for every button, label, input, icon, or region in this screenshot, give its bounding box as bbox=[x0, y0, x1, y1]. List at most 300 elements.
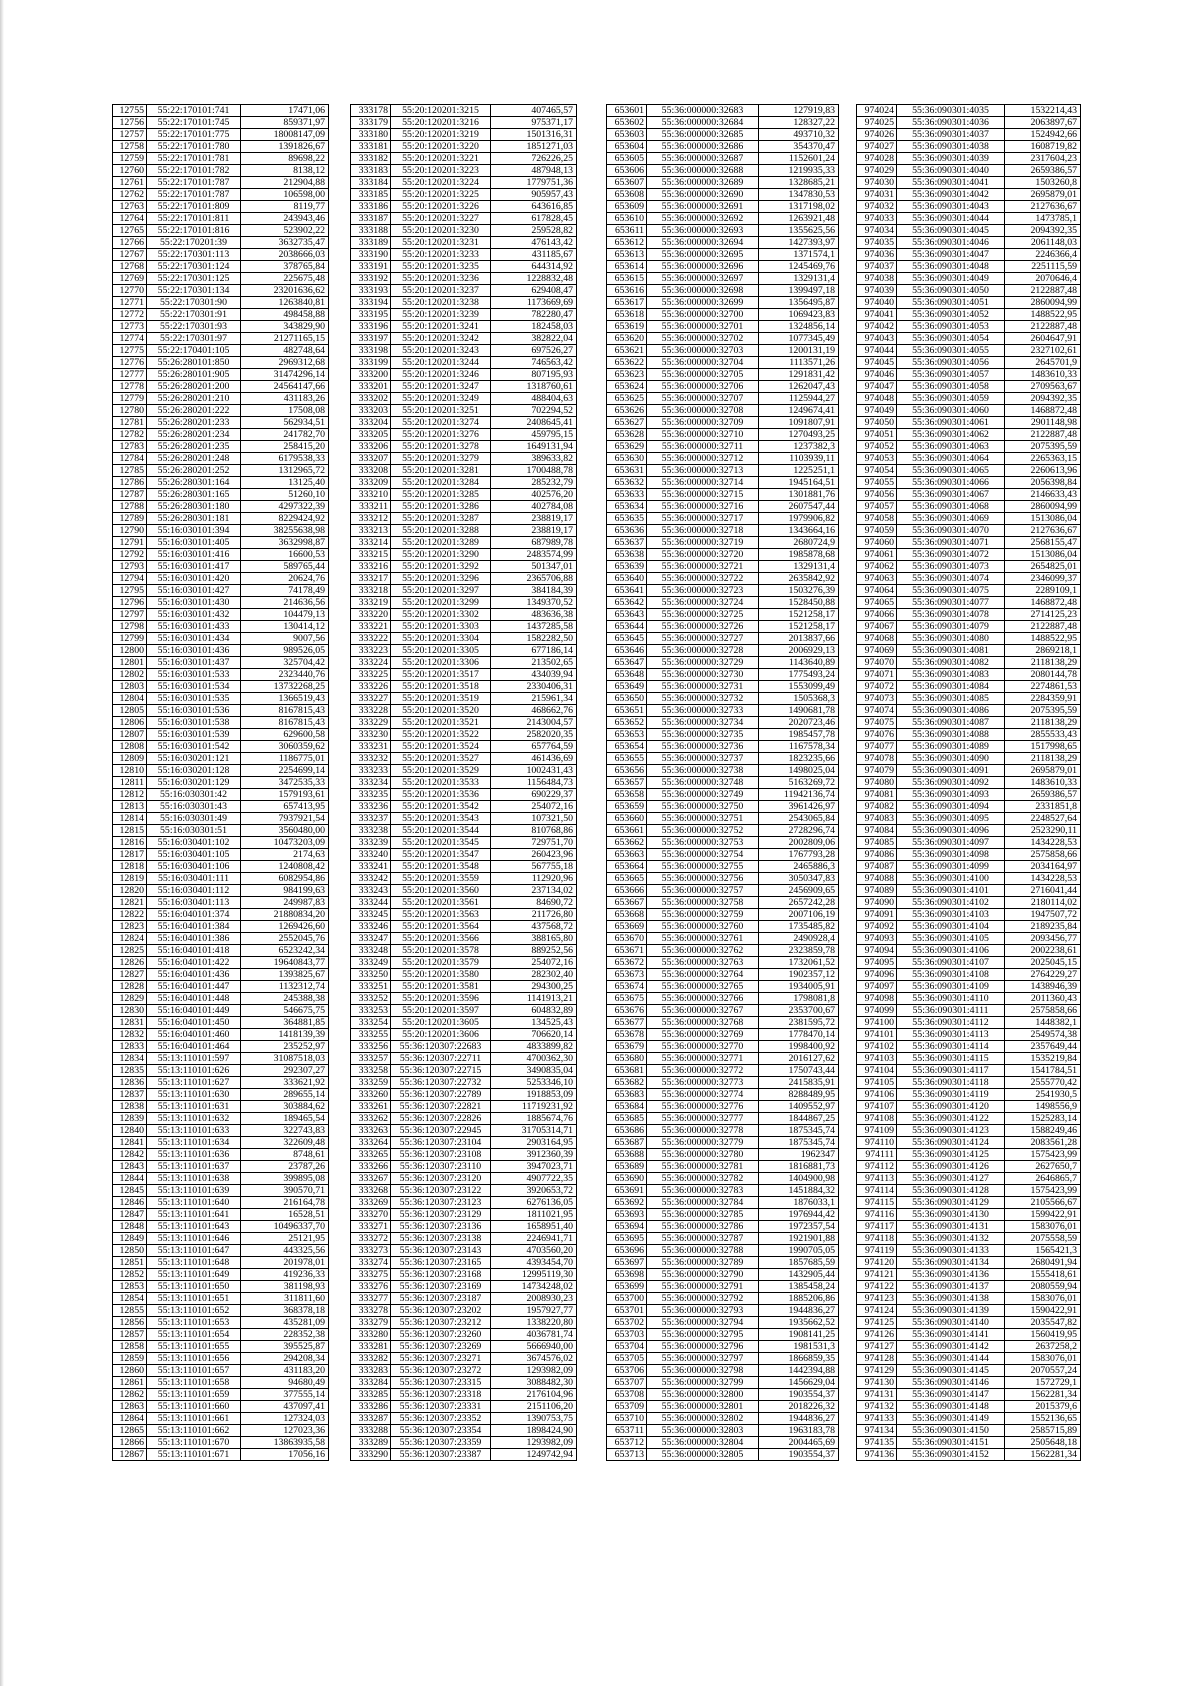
table-row bbox=[607, 333, 839, 345]
cadastral-number: 55:36:000000:32781 bbox=[647, 1161, 759, 1173]
cadastral-number: 55:36:000000:32736 bbox=[647, 741, 759, 753]
cadastral-value: 1562281,34 bbox=[1005, 1389, 1081, 1401]
table-row bbox=[857, 1173, 1081, 1185]
row-number: 12807 bbox=[113, 729, 147, 741]
cadastral-number: 55:20:120201:3305 bbox=[391, 645, 491, 657]
cadastral-number: 55:13:110101:650 bbox=[147, 1281, 241, 1293]
row-number: 974101 bbox=[857, 1029, 897, 1041]
table-row bbox=[351, 1269, 577, 1281]
row-number: 653703 bbox=[607, 1329, 647, 1341]
table-row bbox=[857, 1437, 1081, 1449]
cadastral-value: 2016127,62 bbox=[759, 1053, 839, 1065]
row-number: 974069 bbox=[857, 645, 897, 657]
row-number: 12837 bbox=[113, 1089, 147, 1101]
cadastral-value: 1317198,02 bbox=[759, 201, 839, 213]
cadastral-number: 55:36:000000:32724 bbox=[647, 597, 759, 609]
cadastral-value: 2490928,4 bbox=[759, 933, 839, 945]
row-number: 653629 bbox=[607, 441, 647, 453]
table-row bbox=[113, 273, 329, 285]
table-row bbox=[857, 645, 1081, 657]
cadastral-value: 407465,57 bbox=[491, 105, 577, 117]
row-number: 653679 bbox=[607, 1041, 647, 1053]
cadastral-number: 55:20:120201:3581 bbox=[391, 981, 491, 993]
table-row bbox=[607, 369, 839, 381]
cadastral-value: 1599422,91 bbox=[1005, 1209, 1081, 1221]
row-number: 653672 bbox=[607, 957, 647, 969]
table-row bbox=[351, 729, 577, 741]
table-row bbox=[113, 1449, 329, 1461]
cadastral-number: 55:26:280101:850 bbox=[147, 357, 241, 369]
table-row bbox=[351, 249, 577, 261]
cadastral-value: 3632735,47 bbox=[241, 237, 329, 249]
row-number: 974043 bbox=[857, 333, 897, 345]
row-number: 653633 bbox=[607, 489, 647, 501]
table-row bbox=[351, 1041, 577, 1053]
table-row bbox=[857, 825, 1081, 837]
table-row bbox=[857, 561, 1081, 573]
row-number: 12864 bbox=[113, 1413, 147, 1425]
table-row bbox=[607, 345, 839, 357]
cadastral-value: 1483610,33 bbox=[1005, 777, 1081, 789]
cadastral-value: 1767793,28 bbox=[759, 849, 839, 861]
cadastral-number: 55:36:090301:4145 bbox=[897, 1365, 1005, 1377]
cadastral-number: 55:36:090301:4112 bbox=[897, 1017, 1005, 1029]
row-number: 333194 bbox=[351, 297, 391, 309]
cadastral-number: 55:36:090301:4128 bbox=[897, 1185, 1005, 1197]
cadastral-value: 31705314,71 bbox=[491, 1125, 577, 1137]
cadastral-value: 354370,47 bbox=[759, 141, 839, 153]
row-number: 653631 bbox=[607, 465, 647, 477]
cadastral-number: 55:36:120307:23387 bbox=[391, 1449, 491, 1461]
cadastral-number: 55:16:030401:112 bbox=[147, 885, 241, 897]
cadastral-value: 1945164,51 bbox=[759, 477, 839, 489]
cadastral-number: 55:20:120201:3227 bbox=[391, 213, 491, 225]
table-row bbox=[351, 909, 577, 921]
row-number: 333272 bbox=[351, 1233, 391, 1245]
cadastral-value: 1981531,3 bbox=[759, 1341, 839, 1353]
cadastral-value: 1513086,04 bbox=[1005, 513, 1081, 525]
cadastral-value: 1903554,37 bbox=[759, 1449, 839, 1461]
table-row bbox=[113, 1185, 329, 1197]
table-row bbox=[857, 1017, 1081, 1029]
cadastral-value: 3088482,30 bbox=[491, 1377, 577, 1389]
cadastral-value: 2063897,67 bbox=[1005, 117, 1081, 129]
cadastral-number: 55:36:090301:4105 bbox=[897, 933, 1005, 945]
table-row bbox=[607, 1197, 839, 1209]
row-number: 333216 bbox=[351, 561, 391, 573]
cadastral-value: 1293982,09 bbox=[491, 1437, 577, 1449]
row-number: 12824 bbox=[113, 933, 147, 945]
cadastral-number: 55:13:110101:631 bbox=[147, 1101, 241, 1113]
cadastral-value: 1390753,75 bbox=[491, 1413, 577, 1425]
row-number: 653627 bbox=[607, 417, 647, 429]
row-number: 974121 bbox=[857, 1269, 897, 1281]
row-number: 12838 bbox=[113, 1101, 147, 1113]
cadastral-number: 55:36:090301:4067 bbox=[897, 489, 1005, 501]
cadastral-number: 55:36:000000:32795 bbox=[647, 1329, 759, 1341]
row-number: 333184 bbox=[351, 177, 391, 189]
row-number: 653647 bbox=[607, 657, 647, 669]
table-row bbox=[857, 1221, 1081, 1233]
cadastral-number: 55:13:110101:637 bbox=[147, 1161, 241, 1173]
cadastral-value: 1935662,52 bbox=[759, 1317, 839, 1329]
table-row bbox=[607, 153, 839, 165]
table-row bbox=[857, 813, 1081, 825]
cadastral-number: 55:36:000000:32774 bbox=[647, 1089, 759, 1101]
cadastral-number: 55:36:090301:4085 bbox=[897, 693, 1005, 705]
cadastral-value: 303884,62 bbox=[241, 1101, 329, 1113]
row-number: 653652 bbox=[607, 717, 647, 729]
cadastral-value: 2006929,13 bbox=[759, 645, 839, 657]
cadastral-number: 55:22:170101:775 bbox=[147, 129, 241, 141]
cadastral-number: 55:36:090301:4087 bbox=[897, 717, 1005, 729]
table-row bbox=[857, 189, 1081, 201]
row-number: 974036 bbox=[857, 249, 897, 261]
cadastral-number: 55:36:090301:4089 bbox=[897, 741, 1005, 753]
table-row bbox=[351, 201, 577, 213]
cadastral-value: 482748,64 bbox=[241, 345, 329, 357]
cadastral-number: 55:36:090301:4049 bbox=[897, 273, 1005, 285]
cadastral-number: 55:36:120307:23271 bbox=[391, 1353, 491, 1365]
cadastral-number: 55:36:120307:23315 bbox=[391, 1377, 491, 1389]
cadastral-number: 55:36:120307:23165 bbox=[391, 1257, 491, 1269]
cadastral-value: 390570,71 bbox=[241, 1185, 329, 1197]
cadastral-number: 55:36:000000:32762 bbox=[647, 945, 759, 957]
row-number: 653710 bbox=[607, 1413, 647, 1425]
cadastral-value: 562934,51 bbox=[241, 417, 329, 429]
cadastral-number: 55:36:000000:32737 bbox=[647, 753, 759, 765]
row-number: 974051 bbox=[857, 429, 897, 441]
cadastral-value: 3674576,02 bbox=[491, 1353, 577, 1365]
row-number: 653645 bbox=[607, 633, 647, 645]
cadastral-number: 55:16:030101:535 bbox=[147, 693, 241, 705]
cadastral-value: 23787,26 bbox=[241, 1161, 329, 1173]
table-row bbox=[351, 1377, 577, 1389]
row-number: 974083 bbox=[857, 813, 897, 825]
cadastral-value: 2018226,32 bbox=[759, 1401, 839, 1413]
cadastral-value: 381198,93 bbox=[241, 1281, 329, 1293]
document-page bbox=[112, 104, 1192, 1484]
cadastral-number: 55:36:090301:4093 bbox=[897, 789, 1005, 801]
cadastral-value: 498458,88 bbox=[241, 309, 329, 321]
cadastral-value: 1409552,97 bbox=[759, 1101, 839, 1113]
row-number: 653630 bbox=[607, 453, 647, 465]
table-row bbox=[607, 945, 839, 957]
row-number: 12846 bbox=[113, 1197, 147, 1209]
table-row bbox=[113, 513, 329, 525]
table-row bbox=[857, 1413, 1081, 1425]
cadastral-number: 55:20:120201:3543 bbox=[391, 813, 491, 825]
cadastral-value: 1575423,99 bbox=[1005, 1149, 1081, 1161]
row-number: 333209 bbox=[351, 477, 391, 489]
cadastral-number: 55:36:120307:23110 bbox=[391, 1161, 491, 1173]
row-number: 653650 bbox=[607, 693, 647, 705]
row-number: 974070 bbox=[857, 657, 897, 669]
row-number: 653660 bbox=[607, 813, 647, 825]
row-number: 333253 bbox=[351, 1005, 391, 1017]
row-number: 12771 bbox=[113, 297, 147, 309]
cadastral-number: 55:36:090301:4139 bbox=[897, 1305, 1005, 1317]
cadastral-number: 55:36:090301:4122 bbox=[897, 1113, 1005, 1125]
cadastral-number: 55:16:030401:105 bbox=[147, 849, 241, 861]
table-row bbox=[113, 1065, 329, 1077]
cadastral-value: 476143,42 bbox=[491, 237, 577, 249]
cadastral-number: 55:36:000000:32761 bbox=[647, 933, 759, 945]
cadastral-value: 260423,96 bbox=[491, 849, 577, 861]
table-row bbox=[607, 393, 839, 405]
table-row bbox=[857, 981, 1081, 993]
cadastral-value: 697526,27 bbox=[491, 345, 577, 357]
cadastral-number: 55:36:120307:23168 bbox=[391, 1269, 491, 1281]
row-number: 333214 bbox=[351, 537, 391, 549]
table-row bbox=[607, 693, 839, 705]
cadastral-number: 55:36:090301:4104 bbox=[897, 921, 1005, 933]
cadastral-value: 2330406,31 bbox=[491, 681, 577, 693]
cadastral-value: 810768,86 bbox=[491, 825, 577, 837]
cadastral-value: 1990705,05 bbox=[759, 1245, 839, 1257]
row-number: 12833 bbox=[113, 1041, 147, 1053]
table-row bbox=[113, 1209, 329, 1221]
row-number: 12835 bbox=[113, 1065, 147, 1077]
cadastral-number: 55:36:000000:32792 bbox=[647, 1293, 759, 1305]
cadastral-value: 2070557,24 bbox=[1005, 1365, 1081, 1377]
cadastral-number: 55:36:000000:32733 bbox=[647, 705, 759, 717]
row-number: 333264 bbox=[351, 1137, 391, 1149]
row-number: 12811 bbox=[113, 777, 147, 789]
table-row bbox=[351, 681, 577, 693]
cadastral-number: 55:16:030401:102 bbox=[147, 837, 241, 849]
table-row bbox=[113, 873, 329, 885]
row-number: 653697 bbox=[607, 1257, 647, 1269]
cadastral-value: 1448382,1 bbox=[1005, 1017, 1081, 1029]
row-number: 974102 bbox=[857, 1041, 897, 1053]
table-row bbox=[857, 177, 1081, 189]
table-row bbox=[607, 1377, 839, 1389]
cadastral-value: 24564147,66 bbox=[241, 381, 329, 393]
row-number: 333270 bbox=[351, 1209, 391, 1221]
row-number: 653605 bbox=[607, 153, 647, 165]
table-row bbox=[607, 1353, 839, 1365]
cadastral-value: 1219935,33 bbox=[759, 165, 839, 177]
table-row bbox=[857, 1053, 1081, 1065]
cadastral-value: 1572729,1 bbox=[1005, 1377, 1081, 1389]
cadastral-value: 10473203,09 bbox=[241, 837, 329, 849]
cadastral-number: 55:36:090301:4096 bbox=[897, 825, 1005, 837]
row-number: 333223 bbox=[351, 645, 391, 657]
table-row bbox=[351, 261, 577, 273]
table-row bbox=[351, 873, 577, 885]
cadastral-value: 2246366,4 bbox=[1005, 249, 1081, 261]
cadastral-number: 55:20:120201:3519 bbox=[391, 693, 491, 705]
cadastral-value: 1560419,95 bbox=[1005, 1329, 1081, 1341]
table-row bbox=[857, 1209, 1081, 1221]
cadastral-value: 1143640,89 bbox=[759, 657, 839, 669]
cadastral-number: 55:36:090301:4079 bbox=[897, 621, 1005, 633]
table-row bbox=[857, 465, 1081, 477]
cadastral-value: 2654825,01 bbox=[1005, 561, 1081, 573]
cadastral-value: 38255638,98 bbox=[241, 525, 329, 537]
table-row bbox=[607, 1305, 839, 1317]
table-row bbox=[351, 801, 577, 813]
row-number: 12785 bbox=[113, 465, 147, 477]
cadastral-number: 55:16:030101:534 bbox=[147, 681, 241, 693]
row-number: 333197 bbox=[351, 333, 391, 345]
register-table-3-body bbox=[607, 105, 839, 1461]
row-number: 12866 bbox=[113, 1437, 147, 1449]
cadastral-value: 112920,96 bbox=[491, 873, 577, 885]
row-number: 974072 bbox=[857, 681, 897, 693]
row-number: 12805 bbox=[113, 705, 147, 717]
table-row bbox=[857, 1149, 1081, 1161]
cadastral-number: 55:20:120201:3289 bbox=[391, 537, 491, 549]
table-row bbox=[351, 633, 577, 645]
row-number: 12863 bbox=[113, 1401, 147, 1413]
row-number: 12836 bbox=[113, 1077, 147, 1089]
cadastral-value: 2075395,59 bbox=[1005, 705, 1081, 717]
table-row bbox=[113, 405, 329, 417]
cadastral-value: 2505648,18 bbox=[1005, 1437, 1081, 1449]
row-number: 12832 bbox=[113, 1029, 147, 1041]
cadastral-number: 55:20:120201:3279 bbox=[391, 453, 491, 465]
table-row bbox=[857, 417, 1081, 429]
table-row bbox=[607, 1329, 839, 1341]
cadastral-number: 55:36:120307:23108 bbox=[391, 1149, 491, 1161]
table-row bbox=[351, 1209, 577, 1221]
cadastral-value: 1152601,24 bbox=[759, 153, 839, 165]
table-row bbox=[351, 357, 577, 369]
table-row bbox=[351, 369, 577, 381]
cadastral-value: 643616,85 bbox=[491, 201, 577, 213]
register-table-4 bbox=[856, 104, 1081, 1461]
cadastral-number: 55:36:090301:4138 bbox=[897, 1293, 1005, 1305]
row-number: 12820 bbox=[113, 885, 147, 897]
cadastral-number: 55:13:110101:653 bbox=[147, 1317, 241, 1329]
row-number: 12813 bbox=[113, 801, 147, 813]
cadastral-value: 1579193,61 bbox=[241, 789, 329, 801]
row-number: 974031 bbox=[857, 189, 897, 201]
cadastral-number: 55:16:040101:374 bbox=[147, 909, 241, 921]
cadastral-value: 1240808,42 bbox=[241, 861, 329, 873]
cadastral-number: 55:22:170101:780 bbox=[147, 141, 241, 153]
cadastral-value: 468662,76 bbox=[491, 705, 577, 717]
cadastral-value: 1908141,25 bbox=[759, 1329, 839, 1341]
cadastral-value: 1434228,53 bbox=[1005, 837, 1081, 849]
row-number: 974078 bbox=[857, 753, 897, 765]
table-row bbox=[857, 873, 1081, 885]
cadastral-value: 2680724,9 bbox=[759, 537, 839, 549]
cadastral-value: 1245469,76 bbox=[759, 261, 839, 273]
cadastral-value: 1590422,91 bbox=[1005, 1305, 1081, 1317]
table-row bbox=[857, 945, 1081, 957]
cadastral-value: 2008930,23 bbox=[491, 1293, 577, 1305]
row-number: 653643 bbox=[607, 609, 647, 621]
cadastral-value: 2180114,02 bbox=[1005, 897, 1081, 909]
table-row bbox=[351, 237, 577, 249]
cadastral-value: 333621,92 bbox=[241, 1077, 329, 1089]
cadastral-number: 55:16:030401:111 bbox=[147, 873, 241, 885]
table-row bbox=[113, 537, 329, 549]
row-number: 974125 bbox=[857, 1317, 897, 1329]
cadastral-number: 55:36:090301:4072 bbox=[897, 549, 1005, 561]
cadastral-number: 55:13:110101:660 bbox=[147, 1401, 241, 1413]
cadastral-value: 1488522,95 bbox=[1005, 309, 1081, 321]
cadastral-number: 55:22:170301:91 bbox=[147, 309, 241, 321]
cadastral-number: 55:36:000000:32769 bbox=[647, 1029, 759, 1041]
cadastral-value: 8167815,43 bbox=[241, 717, 329, 729]
table-row bbox=[351, 609, 577, 621]
cadastral-number: 55:20:120201:3247 bbox=[391, 381, 491, 393]
row-number: 974107 bbox=[857, 1101, 897, 1113]
cadastral-number: 55:36:000000:32696 bbox=[647, 261, 759, 273]
cadastral-number: 55:36:090301:4088 bbox=[897, 729, 1005, 741]
table-row bbox=[351, 993, 577, 1005]
table-row bbox=[351, 657, 577, 669]
cadastral-number: 55:36:000000:32748 bbox=[647, 777, 759, 789]
row-number: 653655 bbox=[607, 753, 647, 765]
cadastral-number: 55:36:000000:32766 bbox=[647, 993, 759, 1005]
row-number: 12774 bbox=[113, 333, 147, 345]
cadastral-value: 2248527,64 bbox=[1005, 813, 1081, 825]
cadastral-value: 294208,34 bbox=[241, 1353, 329, 1365]
cadastral-value: 2969312,68 bbox=[241, 357, 329, 369]
row-number: 653668 bbox=[607, 909, 647, 921]
cadastral-value: 1875345,74 bbox=[759, 1137, 839, 1149]
row-number: 974030 bbox=[857, 177, 897, 189]
row-number: 333254 bbox=[351, 1017, 391, 1029]
cadastral-number: 55:36:090301:4124 bbox=[897, 1137, 1005, 1149]
row-number: 12822 bbox=[113, 909, 147, 921]
table-row bbox=[857, 585, 1081, 597]
row-number: 653701 bbox=[607, 1305, 647, 1317]
cadastral-number: 55:36:000000:32723 bbox=[647, 585, 759, 597]
cadastral-value: 2323859,78 bbox=[759, 945, 839, 957]
row-number: 974110 bbox=[857, 1137, 897, 1149]
cadastral-number: 55:36:000000:32686 bbox=[647, 141, 759, 153]
row-number: 333191 bbox=[351, 261, 391, 273]
table-row bbox=[607, 165, 839, 177]
cadastral-number: 55:16:040101:447 bbox=[147, 981, 241, 993]
row-number: 974037 bbox=[857, 261, 897, 273]
row-number: 12842 bbox=[113, 1149, 147, 1161]
cadastral-number: 55:36:000000:32765 bbox=[647, 981, 759, 993]
table-row bbox=[113, 1197, 329, 1209]
table-row bbox=[113, 609, 329, 621]
cadastral-value: 1186775,01 bbox=[241, 753, 329, 765]
row-number: 12855 bbox=[113, 1305, 147, 1317]
row-number: 333276 bbox=[351, 1281, 391, 1293]
cadastral-number: 55:13:110101:597 bbox=[147, 1053, 241, 1065]
cadastral-value: 905957,43 bbox=[491, 189, 577, 201]
table-row bbox=[351, 837, 577, 849]
table-row bbox=[857, 1101, 1081, 1113]
cadastral-number: 55:36:090301:4068 bbox=[897, 501, 1005, 513]
row-number: 974044 bbox=[857, 345, 897, 357]
cadastral-number: 55:36:090301:4086 bbox=[897, 705, 1005, 717]
cadastral-value: 1918853,09 bbox=[491, 1089, 577, 1101]
row-number: 12758 bbox=[113, 141, 147, 153]
cadastral-number: 55:36:120307:23138 bbox=[391, 1233, 491, 1245]
table-row bbox=[857, 345, 1081, 357]
table-row bbox=[351, 333, 577, 345]
table-row bbox=[607, 753, 839, 765]
cadastral-value: 483636,38 bbox=[491, 609, 577, 621]
table-row bbox=[113, 105, 329, 117]
cadastral-value: 5253346,10 bbox=[491, 1077, 577, 1089]
cadastral-number: 55:36:090301:4037 bbox=[897, 129, 1005, 141]
cadastral-number: 55:36:090301:4070 bbox=[897, 525, 1005, 537]
table-row bbox=[607, 741, 839, 753]
table-row bbox=[113, 477, 329, 489]
